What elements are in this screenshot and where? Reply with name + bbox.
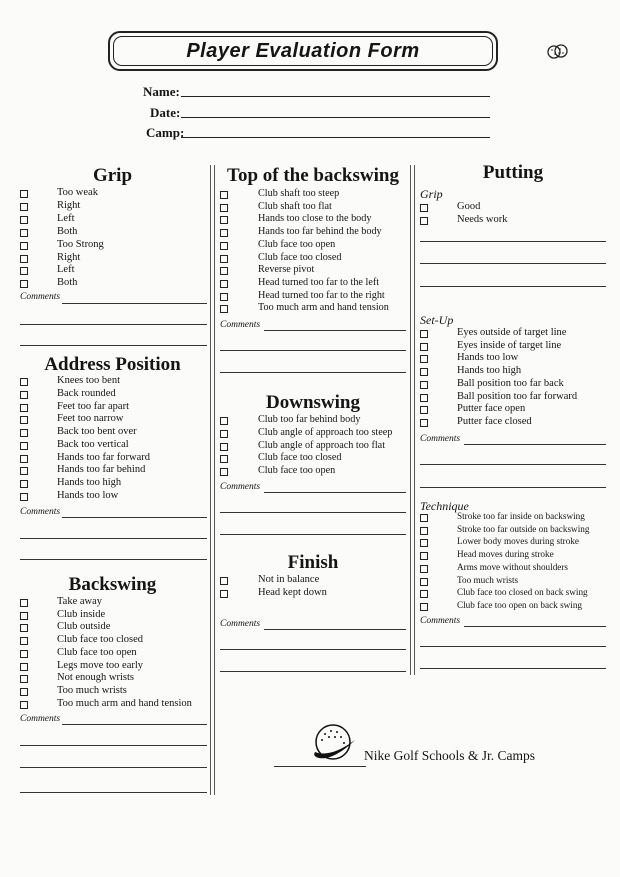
checklist-item-label: Hands too high — [57, 477, 122, 488]
address-comments-label: Comments — [20, 507, 61, 517]
top-of-backswing-title: Top of the backswing — [227, 165, 399, 186]
checklist-item-label: Feet too narrow — [57, 413, 124, 425]
putting-grip-line[interactable] — [420, 263, 606, 264]
finish-comments-line[interactable] — [220, 671, 406, 672]
checkbox[interactable] — [220, 577, 228, 585]
checklist-item-label: Hands too far behind the body — [258, 226, 382, 238]
checkbox[interactable] — [20, 404, 28, 412]
putting-grip-subtitle: Grip — [420, 187, 443, 201]
downswing-comments-line[interactable] — [220, 512, 406, 513]
checklist-item-label: Take away — [57, 596, 103, 607]
backswing-title: Backswing — [68, 574, 157, 595]
checkbox[interactable] — [220, 443, 228, 451]
checkbox[interactable] — [220, 468, 228, 476]
checkbox[interactable] — [20, 255, 28, 263]
putting-title: Putting — [482, 162, 544, 183]
checklist-item-label: Feet too far apart — [57, 400, 130, 412]
setup-comments-line[interactable] — [420, 487, 606, 488]
checkbox[interactable] — [20, 455, 28, 463]
checkbox[interactable] — [220, 305, 228, 313]
checkbox[interactable] — [20, 216, 28, 224]
checklist-item-label: Club face too open — [258, 238, 336, 250]
checkbox[interactable] — [20, 391, 28, 399]
camp-label: Camp: — [146, 125, 185, 140]
putting-technique-subtitle: Technique — [420, 499, 469, 513]
checklist-item-label: Club inside — [57, 608, 106, 620]
checklist-item-label: Club outside — [57, 621, 111, 633]
checklist-item-label: Eyes outside of target line — [457, 327, 567, 338]
checkbox[interactable] — [20, 229, 28, 237]
checklist-item-label: Club face too open — [57, 646, 137, 658]
checklist-item-label: Too much arm and hand tension — [57, 697, 192, 709]
checkbox[interactable] — [420, 355, 428, 363]
checklist-item-label: Ball position too far back — [457, 377, 564, 389]
checkbox[interactable] — [20, 675, 28, 683]
checklist-item-label: Back rounded — [57, 387, 116, 399]
checkbox[interactable] — [220, 242, 228, 250]
checkbox[interactable] — [220, 455, 228, 463]
technique-comments-line[interactable] — [420, 668, 606, 669]
backswing-comments-line[interactable] — [20, 745, 207, 746]
address-comments-line[interactable] — [20, 559, 207, 560]
checkbox[interactable] — [220, 280, 228, 288]
checklist-item-label: Back too vertical — [57, 438, 129, 450]
checklist-item-label: Too much arm and hand tension — [258, 302, 389, 314]
checklist-item-label: Hands too high — [457, 365, 522, 377]
checkbox[interactable] — [420, 394, 428, 402]
checklist-item-label: Too Strong — [57, 238, 104, 250]
checklist-item-label: Head turned too far to the right — [258, 289, 385, 301]
checkbox[interactable] — [420, 330, 428, 338]
checklist-item-label: Not enough wrists — [57, 672, 134, 684]
checkbox[interactable] — [20, 701, 28, 709]
checklist-item-label: Head kept down — [258, 586, 327, 598]
address-comments-line[interactable] — [20, 538, 207, 539]
date-field[interactable] — [181, 117, 490, 118]
checkbox[interactable] — [420, 343, 428, 351]
top-comments-line[interactable] — [220, 350, 406, 351]
checkbox[interactable] — [20, 493, 28, 501]
checklist-item-label: Hands too low — [457, 352, 519, 364]
brand-underline — [274, 766, 366, 767]
date-label: Date: — [150, 105, 181, 120]
checkbox[interactable] — [220, 267, 228, 275]
grip-comments-line[interactable] — [20, 324, 207, 325]
checklist-item-label: Club shaft too flat — [258, 200, 332, 212]
setup-comments-line[interactable] — [420, 464, 606, 465]
checkbox[interactable] — [420, 565, 428, 573]
checkbox[interactable] — [420, 368, 428, 376]
checklist-item-label: Arms move without shoulders — [457, 561, 569, 572]
technique-comments-line[interactable] — [420, 646, 606, 647]
name-label: Name: — [143, 84, 180, 99]
checklist-item-label: Club face too closed — [57, 634, 144, 646]
checkbox[interactable] — [220, 229, 228, 237]
checklist-item-label: Legs move too early — [57, 659, 144, 671]
backswing-comments-line[interactable] — [20, 767, 207, 768]
checklist-item-label: Left — [57, 264, 75, 276]
checklist-item-label: Hands too low — [57, 489, 119, 501]
checkbox[interactable] — [420, 527, 428, 535]
checkbox[interactable] — [220, 590, 228, 598]
grip-comments-line[interactable] — [20, 345, 207, 346]
finish-comments-label: Comments — [220, 619, 261, 629]
checklist-item-label: Hands too far behind — [57, 464, 146, 476]
checkbox[interactable] — [420, 552, 428, 560]
checklist-item-label: Club face too closed — [258, 452, 342, 464]
checkbox[interactable] — [20, 442, 28, 450]
grip-title: Grip — [92, 165, 133, 186]
checkbox[interactable] — [420, 514, 428, 522]
name-field[interactable] — [181, 96, 490, 97]
putting-grip-line[interactable] — [420, 241, 606, 242]
address-comments-line[interactable] — [62, 517, 207, 518]
putting-setup-subtitle: Set-Up — [420, 313, 454, 327]
address-position-title: Address Position — [44, 354, 181, 375]
checklist-item-label: Both — [57, 225, 78, 237]
checkbox[interactable] — [420, 204, 428, 212]
finish-title: Finish — [287, 552, 339, 573]
checklist-item-label: Club angle of approach too steep — [258, 426, 393, 438]
checklist-item-label: Putter face open — [457, 403, 526, 415]
checkbox[interactable] — [220, 204, 228, 212]
checkbox[interactable] — [20, 429, 28, 437]
top-comments-line[interactable] — [220, 372, 406, 373]
checklist-item-label: Club face too closed on back swing — [457, 587, 588, 598]
title-box — [108, 31, 498, 71]
checklist-item-label: Right — [57, 251, 81, 263]
checklist-item-label: Too much wrists — [457, 574, 519, 585]
checkbox[interactable] — [20, 203, 28, 211]
checkbox[interactable] — [420, 578, 428, 586]
technique-comments-line[interactable] — [464, 626, 606, 627]
checkbox[interactable] — [20, 599, 28, 607]
column-divider — [214, 165, 215, 795]
checklist-item-label: Eyes inside of target line — [457, 339, 562, 351]
checkbox[interactable] — [220, 216, 228, 224]
checkbox[interactable] — [420, 419, 428, 427]
checkbox[interactable] — [20, 688, 28, 696]
checklist-item-label: Right — [57, 199, 81, 211]
checkbox[interactable] — [420, 603, 428, 611]
checklist-item-label: Hands too close to the body — [258, 213, 372, 225]
checkbox[interactable] — [420, 381, 428, 389]
checkbox[interactable] — [20, 242, 28, 250]
grip-comments-label: Comments — [20, 292, 61, 302]
checklist-item-label: Putter face closed — [457, 415, 532, 427]
checklist-item-label: Back too bent over — [57, 426, 137, 437]
backswing-comments-line[interactable] — [20, 792, 207, 793]
checklist-item-label: Stroke too far outside on backswing — [457, 523, 590, 534]
checklist-item-label: Not in balance — [258, 574, 320, 585]
checkbox[interactable] — [20, 612, 28, 620]
top-comments-label: Comments — [220, 320, 261, 330]
checklist-item-label: Club face too open — [258, 465, 336, 476]
downswing-title: Downswing — [266, 392, 360, 413]
checklist-item-label: Club face too closed — [258, 251, 342, 263]
checklist-item-label: Too much wrists — [57, 684, 127, 696]
finish-comments-line[interactable] — [264, 629, 406, 630]
checkbox[interactable] — [20, 650, 28, 658]
downswing-comments-line[interactable] — [264, 492, 406, 493]
checkbox[interactable] — [20, 280, 28, 288]
checklist-item-label: Reverse pivot — [258, 264, 315, 276]
checkbox[interactable] — [20, 663, 28, 671]
technique-comments-label: Comments — [420, 616, 461, 626]
brand-name: Nike Golf Schools & Jr. Camps — [364, 748, 535, 763]
checklist-item-label: Club face too open on back swing — [457, 599, 583, 610]
checkbox[interactable] — [20, 267, 28, 275]
checkbox[interactable] — [20, 190, 28, 198]
camp-field[interactable] — [181, 137, 490, 138]
form-title: Player Evaluation Form — [113, 36, 493, 66]
checkbox[interactable] — [420, 406, 428, 414]
checklist-item-label: Club shaft too steep — [258, 188, 340, 199]
downswing-comments-label: Comments — [220, 482, 261, 492]
golf-ball-swoosh-icon — [307, 722, 359, 768]
checkbox[interactable] — [20, 378, 28, 386]
column-divider — [210, 165, 211, 795]
grip-comments-line[interactable] — [62, 303, 207, 304]
checkbox[interactable] — [20, 624, 28, 632]
column-divider — [414, 165, 415, 675]
downswing-comments-line[interactable] — [220, 534, 406, 535]
checkbox[interactable] — [220, 417, 228, 425]
checklist-item-label: Head moves during stroke — [457, 549, 554, 560]
checklist-item-label: Left — [57, 212, 75, 224]
checklist-item-label: Head turned too far to the left — [258, 276, 380, 288]
backswing-comments-label: Comments — [20, 714, 61, 724]
checkbox[interactable] — [220, 255, 228, 263]
checkbox[interactable] — [20, 467, 28, 475]
checkbox[interactable] — [420, 217, 428, 225]
top-comments-line[interactable] — [264, 330, 406, 331]
checklist-item-label: Ball position too far forward — [457, 390, 578, 402]
checklist-item-label: Both — [57, 277, 78, 289]
golf-balls-icon — [546, 42, 570, 62]
setup-comments-line[interactable] — [464, 444, 606, 445]
checklist-item-label: Needs work — [457, 213, 508, 225]
checklist-item-label: Hands too far forward — [57, 451, 151, 463]
backswing-comments-line[interactable] — [62, 724, 207, 725]
finish-comments-line[interactable] — [220, 649, 406, 650]
checklist-item-label: Knees too bent — [57, 375, 120, 386]
checkbox[interactable] — [20, 637, 28, 645]
checkbox[interactable] — [20, 416, 28, 424]
checklist-item-label: Good — [457, 201, 481, 212]
checklist-item-label: Club angle of approach too flat — [258, 439, 386, 451]
checkbox[interactable] — [420, 539, 428, 547]
checkbox[interactable] — [220, 293, 228, 301]
checklist-item-label: Stroke too far inside on backswing — [457, 511, 585, 521]
checkbox[interactable] — [20, 480, 28, 488]
checklist-item-label: Club too far behind body — [258, 414, 361, 425]
putting-grip-line[interactable] — [420, 286, 606, 287]
checkbox[interactable] — [220, 191, 228, 199]
checkbox[interactable] — [220, 430, 228, 438]
checklist-item-label: Lower body moves during stroke — [457, 536, 579, 547]
column-divider — [410, 165, 411, 675]
checkbox[interactable] — [420, 590, 428, 598]
checklist-item-label: Too weak — [57, 187, 98, 198]
setup-comments-label: Comments — [420, 434, 461, 444]
